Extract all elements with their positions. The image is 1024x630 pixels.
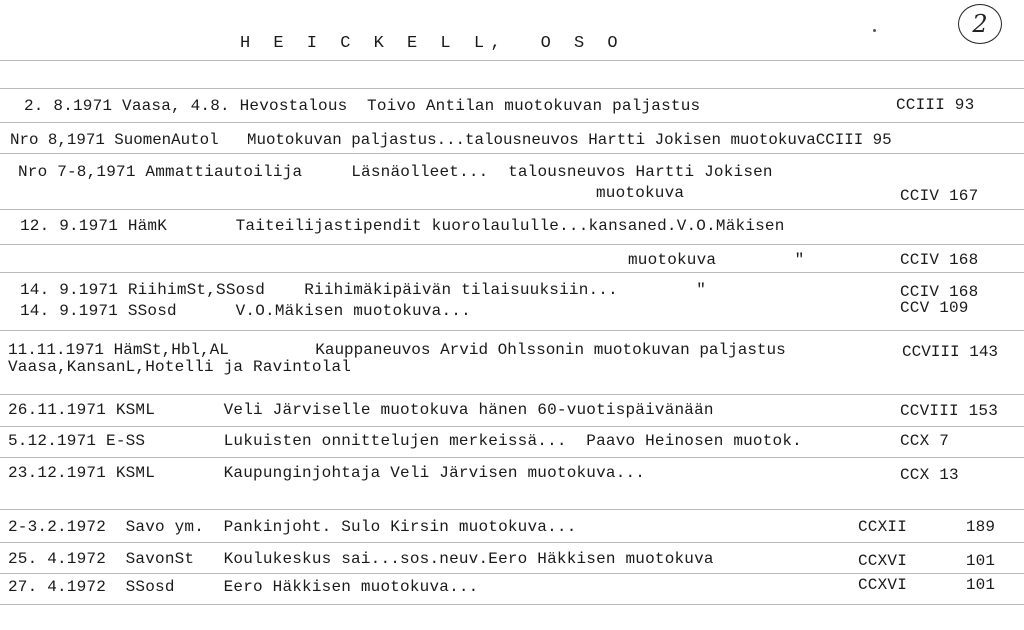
entry-text: 27. 4.1972 SSosd Eero Häkkisen muotokuva... [8, 578, 479, 596]
rule-line [0, 122, 1024, 123]
entry-text: 23.12.1971 KSML Kaupunginjohtaja Veli Järvisen muotokuva... [8, 464, 646, 482]
entry-text: 25. 4.1972 SavonSt Koulukeskus sai...sos.neuv.Eero Häkkisen muotokuva [8, 550, 714, 568]
entry-ref: CCVIII 153 [900, 402, 999, 420]
rule-line [0, 542, 1024, 543]
entry-ref: CCIV 167 [900, 187, 979, 205]
entry-text: 14. 9.1971 SSosd V.O.Mäkisen muotokuva... [20, 302, 471, 320]
rule-line [0, 509, 1024, 510]
rule-line [0, 604, 1024, 605]
card-number: 2 [972, 10, 988, 38]
entry-ref: CCX 7 [900, 432, 950, 450]
entry-ref: CCXVI 101 [858, 552, 996, 570]
entry-text: 12. 9.1971 HämK Taiteilijastipendit kuorolaululle...kansaned.V.O.Mäkisen [20, 217, 785, 235]
ink-dot [873, 29, 876, 32]
entry-ref: CCX 13 [900, 466, 959, 484]
entry-text: Vaasa,KansanL,Hotelli ja Ravintolal [8, 358, 352, 376]
rule-line [0, 394, 1024, 395]
card-title: H E I C K E L L, O S O [240, 34, 625, 53]
entry-text: muotokuva " [628, 251, 805, 269]
entry-ref: CCXII 189 [858, 518, 996, 536]
entry-ref: CCVIII 143 [902, 343, 999, 361]
entry-text: muotokuva [596, 184, 685, 202]
entry-text: Nro 7-8,1971 Ammattiautoilija Läsnäolleet... talousneuvos Hartti Jokisen [18, 163, 773, 181]
card-number-circle [958, 4, 1002, 44]
rule-line [0, 88, 1024, 89]
entry-text: 11.11.1971 HämSt,Hbl,AL Kauppaneuvos Arvid Ohlssonin muotokuvan paljastus [8, 341, 786, 359]
rule-line [0, 272, 1024, 273]
entry-ref: CCIV 168 [900, 251, 979, 269]
entry-text: 2-3.2.1972 Savo ym. Pankinjoht. Sulo Kirsin muotokuva... [8, 518, 577, 536]
rule-line [0, 457, 1024, 458]
rule-line [0, 426, 1024, 427]
rule-line [0, 60, 1024, 61]
rule-line [0, 330, 1024, 331]
rule-line [0, 573, 1024, 574]
entry-text: 5.12.1971 E-SS Lukuisten onnittelujen merkeissä... Paavo Heinosen muotok. [8, 432, 802, 450]
entry-ref: CCIII 93 [896, 96, 975, 114]
entry-text: 26.11.1971 KSML Veli Järviselle muotokuva hänen 60-vuotispäivänään [8, 401, 714, 419]
entry-ref: CCIV 168 [900, 283, 979, 301]
rule-line [0, 209, 1024, 210]
entry-ref: CCXVI 101 [858, 576, 996, 594]
entry-text: 2. 8.1971 Vaasa, 4.8. Hevostalous Toivo Antilan muotokuvan paljastus [24, 97, 701, 115]
rule-line [0, 244, 1024, 245]
entry-text: Nro 8,1971 SuomenAutol Muotokuvan paljastus...talousneuvos Hartti Jokisen muotokuvaCCIII 95 [10, 131, 892, 149]
rule-line [0, 153, 1024, 154]
entry-text: 14. 9.1971 RiihimSt,SSosd Riihimäkipäivän tilaisuuksiin... " [20, 281, 707, 299]
entry-ref: CCV 109 [900, 299, 969, 317]
